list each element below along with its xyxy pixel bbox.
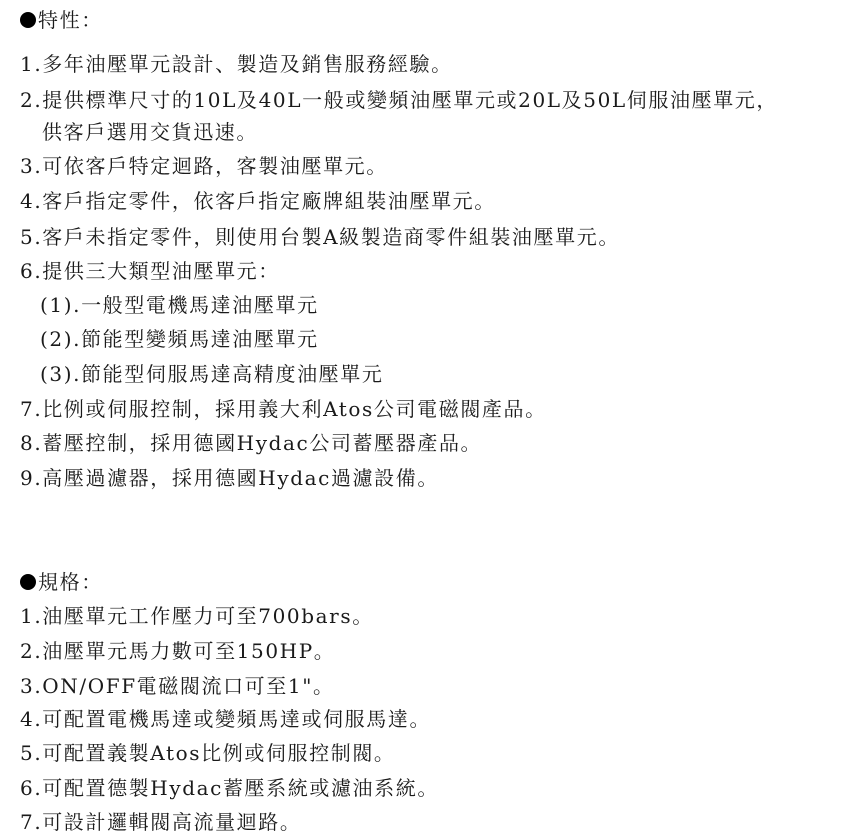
specs-heading <box>20 570 103 594</box>
feature-item: 2.提供標準尺寸的10L及40L一般或變頻油壓單元或20L及50L伺服油壓單元， <box>20 88 779 112</box>
bullet-icon <box>20 12 36 28</box>
spec-item: 1.油壓單元工作壓力可至700bars。 <box>20 604 374 628</box>
feature-item: 4.客戶指定零件，依客戶指定廠牌組裝油壓單元。 <box>20 189 496 213</box>
spec-item: 5.可配置義製Atos比例或伺服控制閥。 <box>20 741 396 765</box>
specs-heading-label: 規格： <box>38 570 103 594</box>
spec-item: 3.ON/OFF電磁閥流口可至1"。 <box>20 674 335 698</box>
feature-item: 1.多年油壓單元設計、製造及銷售服務經驗。 <box>20 52 453 76</box>
spec-item: 2.油壓單元馬力數可至150HP。 <box>20 639 336 663</box>
spec-item: 4.可配置電機馬達或變頻馬達或伺服馬達。 <box>20 707 432 731</box>
feature-item: 3.可依客戶特定迴路，客製油壓單元。 <box>20 154 388 178</box>
feature-subitem: (1).一般型電機馬達油壓單元 <box>40 293 319 317</box>
feature-item: 8.蓄壓控制，採用德國Hydac公司蓄壓器產品。 <box>20 431 483 455</box>
feature-subitem: (2).節能型變頻馬達油壓單元 <box>40 327 319 351</box>
features-heading <box>20 8 103 32</box>
spec-item: 6.可配置德製Hydac蓄壓系統或濾油系統。 <box>20 776 439 800</box>
feature-item: 7.比例或伺服控制，採用義大利Atos公司電磁閥產品。 <box>20 397 547 421</box>
feature-item: 6.提供三大類型油壓單元： <box>20 259 280 283</box>
spec-item: 7.可設計邏輯閥高流量迴路。 <box>20 810 302 834</box>
feature-subitem: (3).節能型伺服馬達高精度油壓單元 <box>40 362 384 386</box>
feature-item: 9.高壓過濾器，採用德國Hydac過濾設備。 <box>20 466 439 490</box>
feature-item-continuation: 供客戶選用交貨迅速。 <box>42 120 258 144</box>
bullet-icon <box>20 574 36 590</box>
features-heading-label: 特性： <box>38 8 103 32</box>
feature-item: 5.客戶未指定零件，則使用台製A級製造商零件組裝油壓單元。 <box>20 225 620 249</box>
